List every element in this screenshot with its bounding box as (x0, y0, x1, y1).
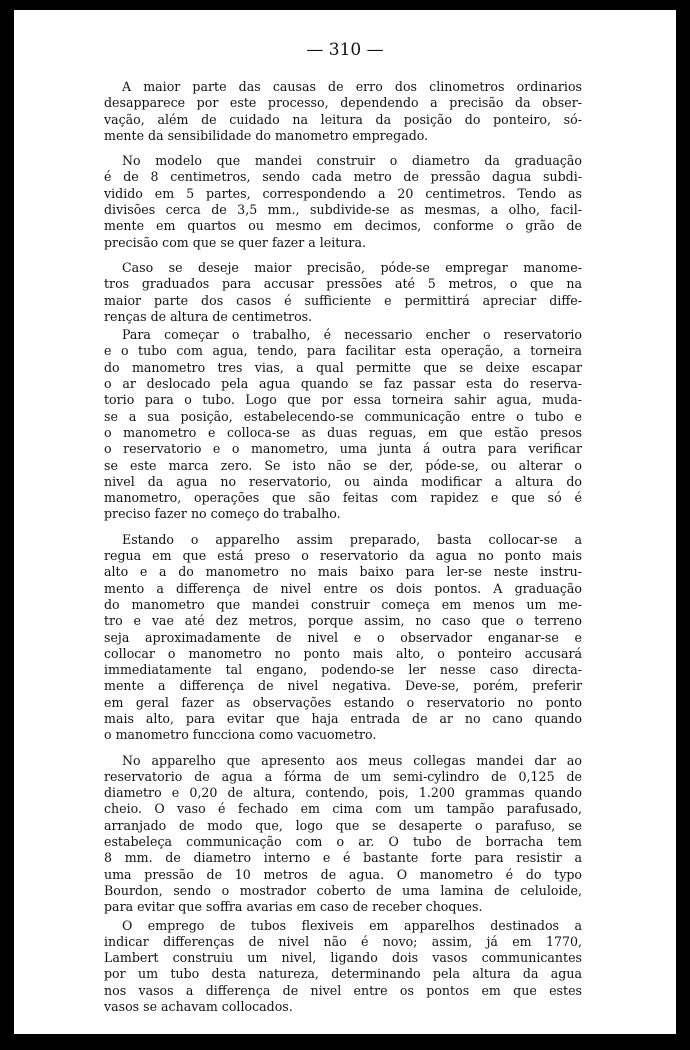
text-line: em geral fazer as observações estando o reservatorio no ponto (104, 694, 582, 710)
text-line: collocar o manometro no ponto mais alto, o ponteiro accusará (104, 645, 582, 661)
text-line: se a sua posição, estabelecendo-se communicação entre o tubo e (104, 408, 582, 424)
paragraph-5 (104, 532, 582, 744)
text-line: seja aproximadamente de nivel e o observador enganar-se e (104, 629, 582, 645)
text-line: diametro e 0,20 de altura, contendo, pois, 1.200 grammas quando (104, 785, 582, 801)
text-line: vasos se achavam collocados. (104, 999, 293, 1015)
text-line: desapparece por este processo, dependendo a precisão da obser- (104, 95, 582, 111)
text-line: precisão com que se quer fazer a leitura. (104, 234, 366, 250)
text-line: o manometro funcciona como vacuometro. (104, 727, 377, 743)
text-line: vidido em 5 partes, correspondendo a 20 centimetros. Tendo as (104, 185, 582, 201)
text-line: estabeleça communicação com o ar. O tubo de borracha tem (104, 834, 582, 850)
text-line: vação, além de cuidado na leitura da posição do ponteiro, só- (104, 111, 582, 127)
text-line: Para começar o trabalho, é necessario encher o reservatorio (122, 327, 582, 343)
text-line: maior parte dos casos é sufficiente e permittirá apreciar diffe- (104, 292, 582, 308)
text-line: tro e vae até dez metros, porque assim, no caso que o terreno (104, 613, 582, 629)
text-line: Estando o apparelho assim preparado, basta collocar-se a (122, 531, 582, 547)
text-line: tros graduados para accusar pressões até 5 metros, o que na (104, 276, 582, 292)
text-line: o reservatorio e o manometro, uma junta á outra para verificar (104, 441, 582, 457)
text-line: do manometro tres vias, a qual permitte que se deixe escapar (104, 359, 582, 375)
text-line: reservatorio de agua a fórma de um semi-cylindro de 0,125 de (104, 768, 582, 784)
text-line: mente em quartos ou mesmo em decimos, conforme o grão de (104, 218, 582, 234)
text-line: immediatamente tal engano, podendo-se ler nesse caso directa- (104, 662, 582, 678)
paragraph-7 (104, 918, 582, 1016)
text-line: é de 8 centimetros, sendo cada metro de pressão dagua subdi- (104, 169, 582, 185)
paragraph-2 (104, 153, 582, 251)
text-line: e o tubo com agua, tendo, para facilitar esta operação, a torneira (104, 343, 582, 359)
paragraph-3 (104, 260, 582, 325)
text-line: cheio. O vaso é fechado em cima com um tampão parafusado, (104, 801, 582, 817)
text-line: Lambert construiu um nivel, ligando dois vasos communicantes (104, 950, 582, 966)
text-line: manometro, operações que são feitas com rapidez e que só é (104, 490, 582, 506)
text-line: o manometro e colloca-se as duas reguas, em que estão presos (104, 424, 582, 440)
text-line: arranjado de modo que, logo que se desaperte o parafuso, se (104, 817, 582, 833)
text-line: nos vasos a differença de nivel entre os pontos em que estes (104, 982, 582, 998)
text-line: o ar deslocado pela agua quando se faz passar esta do reserva- (104, 376, 582, 392)
text-line: Caso se deseje maior precisão, póde-se empregar manome- (122, 259, 582, 275)
text-line: regua em que está preso o reservatorio da agua no ponto mais (104, 548, 582, 564)
text-line: divisões cerca de 3,5 mm., subdivide-se as mesmas, a olho, facil- (104, 202, 582, 218)
text-line: A maior parte das causas de erro dos clinometros ordinarios (122, 79, 582, 94)
page-number: — 310 — (306, 40, 384, 60)
book-page (14, 10, 676, 1034)
body-text (104, 79, 582, 1024)
text-line: para evitar que soffra avarias em caso de receber choques. (104, 899, 483, 915)
text-line: indicar differenças de nivel não é novo; assim, já em 1770, (104, 933, 582, 949)
text-line: alto e a do manometro no mais baixo para ler-se neste instru- (104, 564, 582, 580)
paragraph-4 (104, 327, 582, 523)
text-line: No modelo que mandei construir o diametro da graduação (122, 153, 582, 169)
text-line: 8 mm. de diametro interno e é bastante forte para resistir a (104, 850, 582, 866)
text-line: mente da sensibilidade do manometro empregado. (104, 127, 429, 143)
text-line: torio para o tubo. Logo que por essa torneira sahir agua, muda- (104, 392, 582, 408)
text-line: renças de altura de centimetros. (104, 308, 313, 324)
text-line: uma pressão de 10 metros de agua. O manometro é do typo (104, 866, 582, 882)
text-line: Bourdon, sendo o mostrador coberto de uma lamina de celuloide, (104, 882, 582, 898)
text-line: mento a differença de nivel entre os dois pontos. A graduação (104, 580, 582, 596)
text-line: se este marca zero. Se isto não se der, póde-se, ou alterar o (104, 457, 582, 473)
paragraph-1 (104, 79, 582, 144)
text-line: por um tubo desta natureza, determinando pela altura da agua (104, 966, 582, 982)
text-line: No apparelho que apresento aos meus collegas mandei dar ao (122, 752, 582, 768)
text-line: O emprego de tubos flexiveis em apparelhos destinados a (122, 917, 582, 933)
text-line: nivel da agua no reservatorio, ou ainda modificar a altura do (104, 473, 582, 489)
text-line: do manometro que mandei construir começa em menos um me- (104, 596, 582, 612)
text-line: mais alto, para evitar que haja entrada de ar no cano quando (104, 710, 582, 726)
paragraph-6 (104, 753, 582, 916)
text-line: mente a differença de nivel negativa. Deve-se, porém, preferir (104, 678, 582, 694)
text-line: preciso fazer no começo do trabalho. (104, 506, 341, 522)
